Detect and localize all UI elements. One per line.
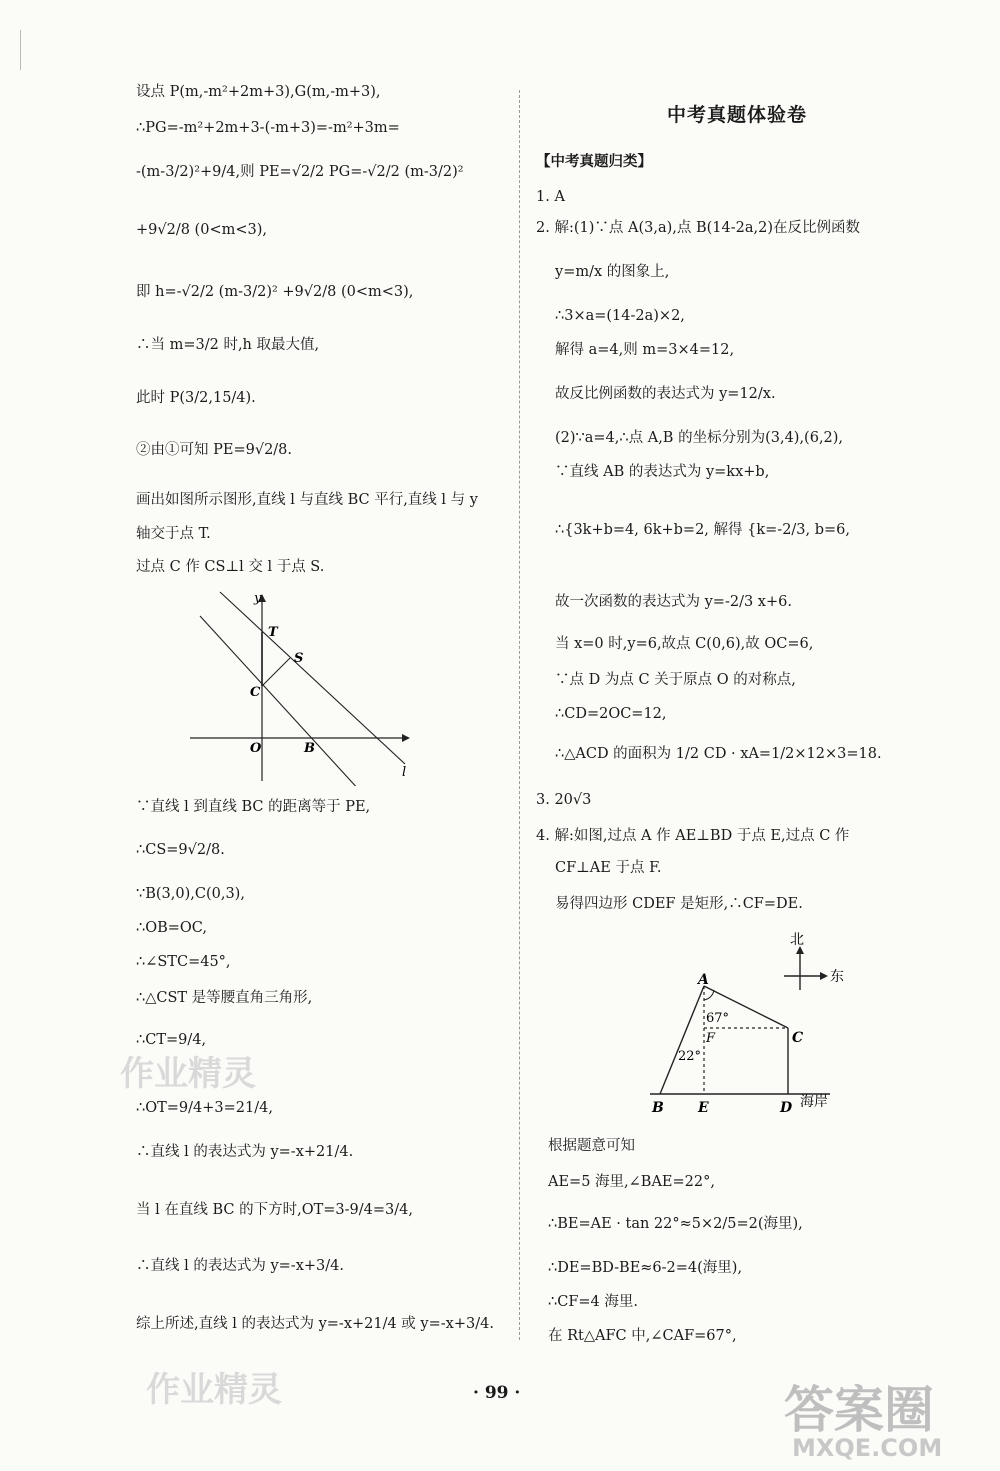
fig1-label: O [250,741,262,756]
left-line: 此时 P(3/2,15/4). [136,390,256,406]
left-line: -(m-3/2)²+9/4,则 PE=√2/2 PG=-√2/2 (m-3/2)² [136,164,464,180]
page-number: · 99 · [473,1383,521,1403]
left-line: 综上所述,直线 l 的表达式为 y=-x+21/4 或 y=-x+3/4. [136,1316,494,1332]
watermark: 作业精灵 [120,1054,256,1094]
left-line: +9√2/8 (0<m<3), [136,222,267,238]
right-line: CF⊥AE 于点 F. [555,860,662,876]
right-line: 故一次函数的表达式为 y=-2/3 x+6. [555,594,792,610]
left-line: ∴CT=9/4, [136,1032,207,1048]
left-line: ∵B(3,0),C(0,3), [136,886,245,902]
fig2-label: C [792,1030,804,1046]
right-line: ∵直线 AB 的表达式为 y=kx+b, [555,464,770,480]
right-line: 【中考真题归类】 [536,153,652,170]
parallel-lines-figure [180,586,420,786]
left-line: ∴直线 l 的表达式为 y=-x+3/4. [136,1258,344,1274]
fig1-label: B [304,741,315,756]
fig2-label: 22° [678,1049,702,1064]
right-line: 在 Rt△AFC 中,∠CAF=67°, [548,1328,737,1344]
left-line: 即 h=-√2/2 (m-3/2)² +9√2/8 (0<m<3), [136,284,414,300]
left-line: ∴OT=9/4+3=21/4, [136,1100,273,1116]
left-line: ②由①可知 PE=9√2/8. [136,442,293,458]
right-line: 根据题意可知 [548,1138,635,1154]
fig1-label: C [250,685,261,700]
right-line: ∴3×a=(14-2a)×2, [555,308,685,324]
coast-figure [640,928,850,1118]
fig1-label: l [402,765,407,780]
right-line: 1. A [536,189,565,205]
left-line: 轴交于点 T. [136,526,211,542]
right-line: ∴{3k+b=4, 6k+b=2, 解得 {k=-2/3, b=6, [555,522,851,538]
watermark-url: MXQE.COM [792,1434,943,1462]
fig1-label: T [268,625,278,640]
right-line: ∴△ACD 的面积为 1/2 CD · xA=1/2×12×3=18. [555,746,882,762]
left-line: ∴直线 l 的表达式为 y=-x+21/4. [136,1144,354,1160]
fig2-label: A [698,972,709,988]
right-line: ∴CD=2OC=12, [555,706,667,722]
fig1-label: y [254,591,262,606]
watermark: 作业精灵 [146,1370,282,1410]
margin-rule [20,30,21,70]
left-line: 过点 C 作 CS⊥l 交 l 于点 S. [136,559,325,575]
fig1-label: S [294,651,304,666]
right-line: 2. 解:(1)∵点 A(3,a),点 B(14-2a,2)在反比例函数 [536,220,860,236]
fig2-label: 北 [790,932,804,948]
left-line: 画出如图所示图形,直线 l 与直线 BC 平行,直线 l 与 y [136,492,478,508]
left-line: ∴∠STC=45°, [136,954,231,970]
left-line: ∴PG=-m²+2m+3-(-m+3)=-m²+3m= [136,120,400,136]
right-line: y=m/x 的图象上, [555,264,670,280]
left-line: 设点 P(m,-m²+2m+3),G(m,-m+3), [136,84,381,100]
fig2-label: 海岸 [800,1094,828,1110]
fig2-label: E [698,1100,709,1116]
column-divider [519,90,520,1340]
right-line: ∴DE=BD-BE≈6-2=4(海里), [548,1260,743,1276]
left-line: ∵直线 l 到直线 BC 的距离等于 PE, [136,799,371,815]
fig2-label: D [780,1100,793,1116]
right-line: ∵点 D 为点 C 关于原点 O 的对称点, [555,672,796,688]
watermark-logo: 答案圈 [784,1381,934,1439]
fig2-label: 东 [830,969,844,985]
fig2-label: F [706,1031,716,1046]
section-title: 中考真题体验卷 [667,104,808,126]
right-line: 解得 a=4,则 m=3×4=12, [555,342,735,358]
right-line: 故反比例函数的表达式为 y=12/x. [555,386,776,402]
right-line: ∴BE=AE · tan 22°≈5×2/5=2(海里), [548,1216,803,1232]
right-line: 4. 解:如图,过点 A 作 AE⊥BD 于点 E,过点 C 作 [536,828,850,844]
left-line: ∴△CST 是等腰直角三角形, [136,990,313,1006]
left-line: ∴当 m=3/2 时,h 取最大值, [136,337,320,353]
left-line: 当 l 在直线 BC 的下方时,OT=3-9/4=3/4, [136,1202,413,1218]
left-line: ∴CS=9√2/8. [136,842,225,858]
right-line: AE=5 海里,∠BAE=22°, [548,1174,715,1190]
right-line: 易得四边形 CDEF 是矩形,∴CF=DE. [555,896,803,912]
right-line: 当 x=0 时,y=6,故点 C(0,6),故 OC=6, [555,636,814,652]
right-line: 3. 20√3 [536,792,592,808]
right-line: ∴CF=4 海里. [548,1294,638,1310]
fig2-label: 67° [706,1011,730,1026]
right-line: (2)∵a=4,∴点 A,B 的坐标分别为(3,4),(6,2), [555,430,844,446]
fig2-label: B [652,1100,664,1116]
left-line: ∴OB=OC, [136,920,207,936]
